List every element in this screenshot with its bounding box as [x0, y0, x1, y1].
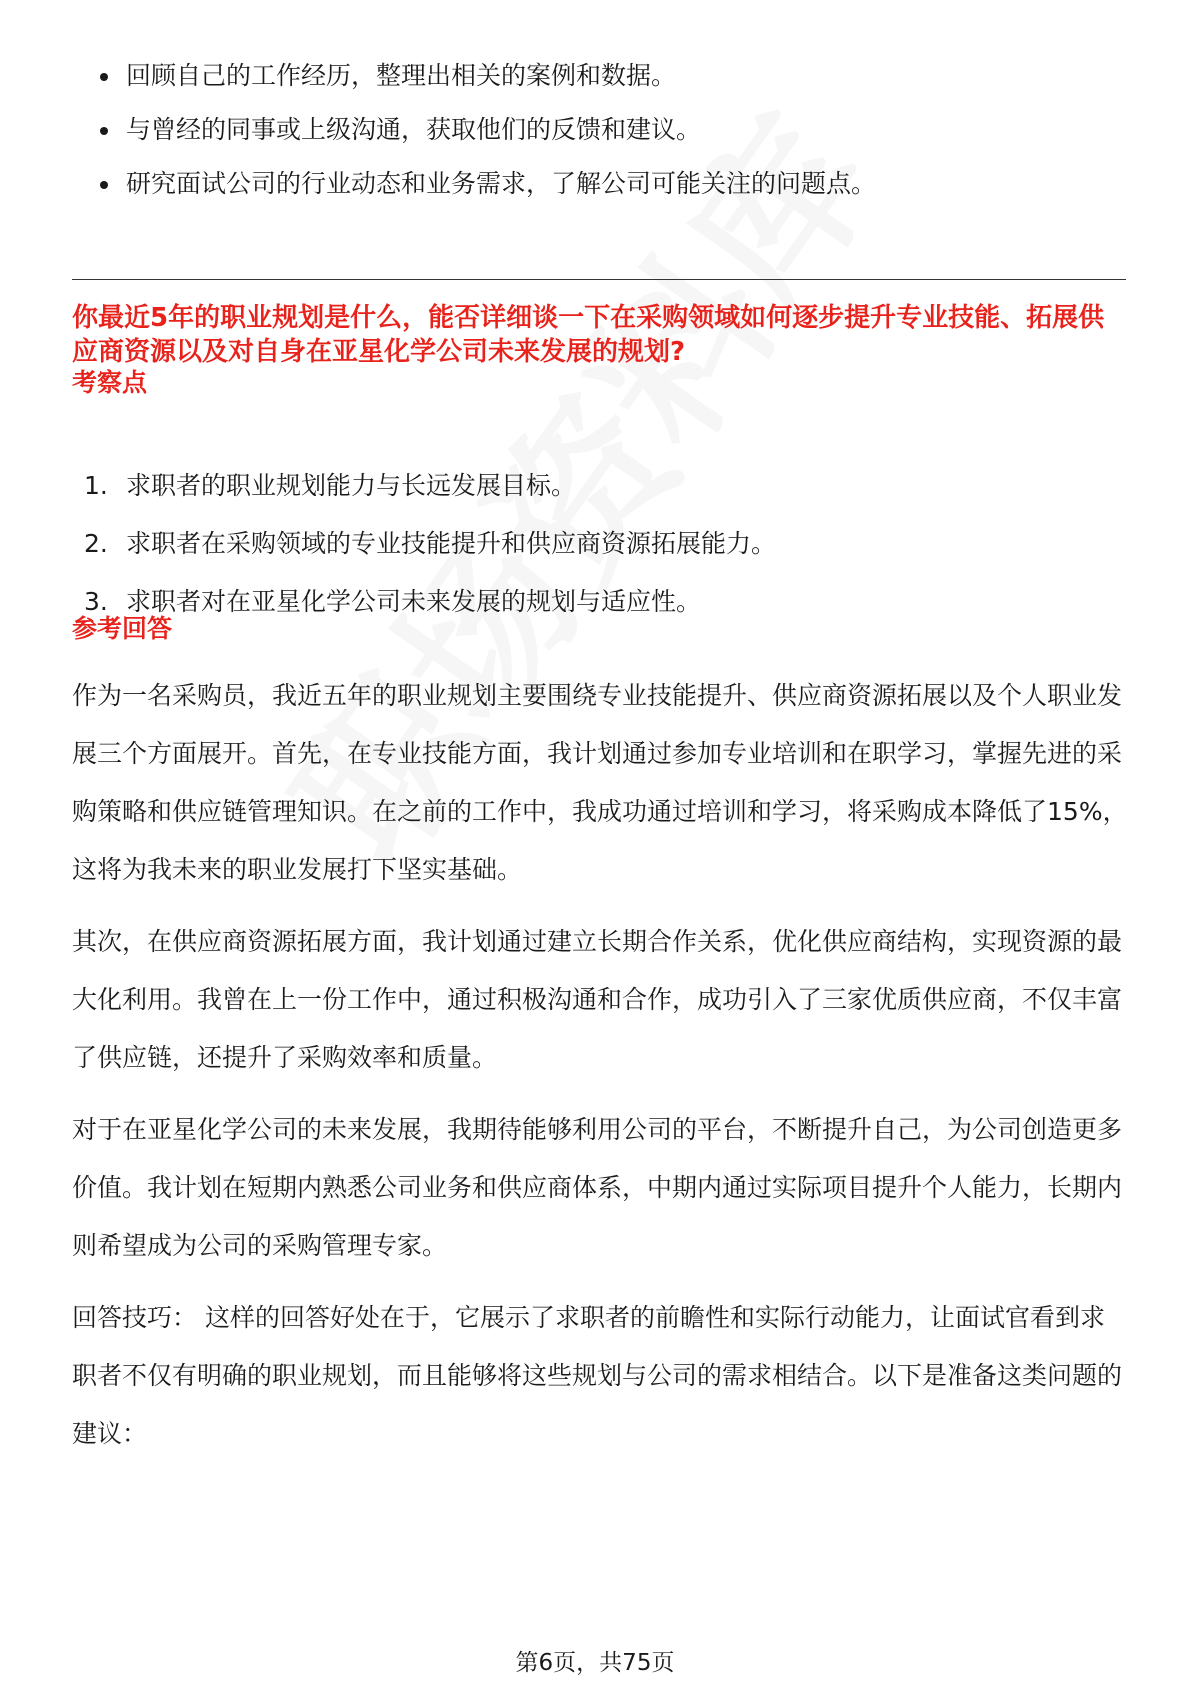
answer-heading: 参考回答: [72, 614, 173, 643]
answer-paragraph: 对于在亚星化学公司的未来发展，我期待能够利用公司的平台，不断提升自己，为公司创造更多价值。我计划在短期内熟悉公司业务和供应商体系，中期内通过实际项目提升个人能力，长期内则希望成为公司的采购管理专家。: [72, 1115, 1123, 1260]
assessment-item: 2. 求职者在采购领域的专业技能提升和供应商资源拓展能力。: [84, 529, 777, 558]
answer-tips-paragraph: 回答技巧： 这样的回答好处在于，它展示了求职者的前瞻性和实际行动能力，让面试官看到求职者不仅有明确的职业规划，而且能够将这些规划与公司的需求相结合。以下是准备这类问题的建议：: [72, 1303, 1123, 1448]
bullet-list: [98, 58, 1098, 220]
bullet-dot-icon: [100, 73, 108, 81]
bullet-item: 与曾经的同事或上级沟通，获取他们的反馈和建议。: [98, 112, 1098, 166]
bullet-dot-icon: [100, 181, 108, 189]
assessment-item: 1. 求职者的职业规划能力与长远发展目标。: [84, 471, 577, 500]
answer-paragraph: 其次，在供应商资源拓展方面，我计划通过建立长期合作关系，优化供应商结构，实现资源的最大化利用。我曾在上一份工作中，通过积极沟通和合作，成功引入了三家优质供应商，不仅丰富了供应链，还提升了采购效率和质量。: [72, 927, 1123, 1072]
answer-paragraph: 作为一名采购员，我近五年的职业规划主要围绕专业技能提升、供应商资源拓展以及个人职业发展三个方面展开。首先，在专业技能方面，我计划通过参加专业培训和在职学习，掌握先进的采购策略和供应链管理知识。在之前的工作中，我成功通过培训和学习，将采购成本降低了15%，这将为我未来的职业发展打下坚实基础。: [72, 681, 1128, 884]
assessment-heading: 考察点: [72, 368, 148, 397]
section-divider: [72, 279, 1126, 280]
bullet-item: 回顾自己的工作经历，整理出相关的案例和数据。: [98, 58, 1098, 112]
page-number: 第6页，共75页: [515, 1650, 675, 1676]
assessment-item: 3. 求职者对在亚星化学公司未来发展的规划与适应性。: [84, 587, 702, 616]
assessment-list: [84, 468, 776, 642]
bullet-dot-icon: [100, 127, 108, 135]
question-title: 你最近5年的职业规划是什么，能否详细谈一下在采购领域如何逐步提升专业技能、拓展供应商资源以及对自身在亚星化学公司未来发展的规划?: [72, 303, 1105, 367]
bullet-item: 研究面试公司的行业动态和业务需求，了解公司可能关注的问题点。: [98, 166, 1098, 220]
